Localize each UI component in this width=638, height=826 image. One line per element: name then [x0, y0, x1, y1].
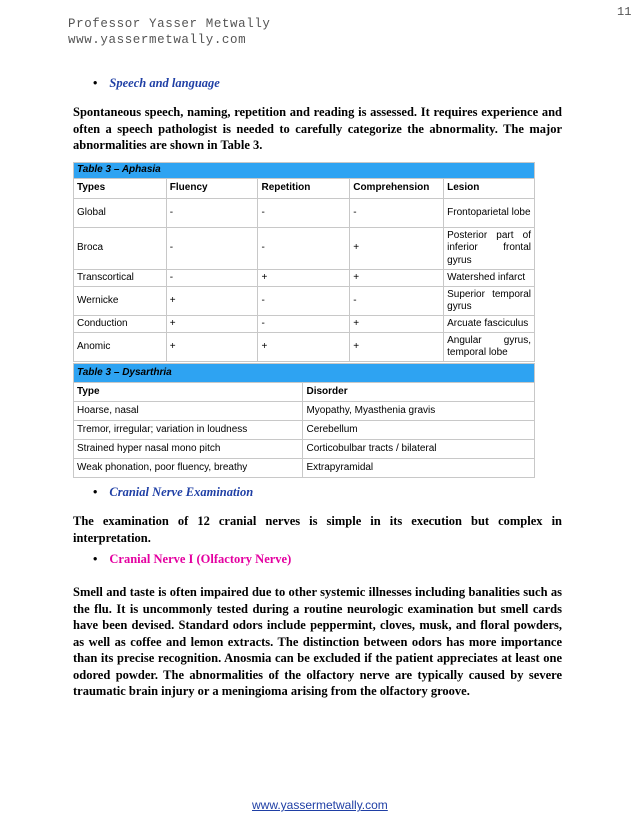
table-cell: Superior temporal gyrus [444, 287, 535, 316]
table-cell: Anomic [74, 333, 167, 362]
table-cell: Weak phonation, poor fluency, breathy [74, 459, 303, 478]
author-website: www.yassermetwally.com [68, 33, 247, 47]
col-header: Fluency [166, 179, 258, 199]
col-header: Disorder [303, 383, 535, 402]
dysarthria-table [73, 363, 535, 478]
table-row [74, 270, 535, 287]
table-cell: + [350, 270, 444, 287]
table-row [74, 333, 535, 362]
col-header: Comprehension [350, 179, 444, 199]
cn1-heading [93, 552, 291, 567]
bullet-icon: • [93, 552, 98, 566]
table-cell: Cerebellum [303, 421, 535, 440]
table-cell: Arcuate fasciculus [444, 316, 535, 333]
aphasia-table [73, 162, 535, 362]
table-cell: - [258, 199, 350, 228]
table-cell: Watershed infarct [444, 270, 535, 287]
table-cell: Broca [74, 228, 167, 270]
table-cell: - [166, 228, 258, 270]
table-row [74, 287, 535, 316]
table-cell: Conduction [74, 316, 167, 333]
table-cell: - [350, 199, 444, 228]
table-row [74, 421, 535, 440]
table-cell: Myopathy, Myasthenia gravis [303, 402, 535, 421]
table-row [74, 440, 535, 459]
cn1-heading-text: Cranial Nerve I (Olfactory Nerve) [109, 552, 292, 566]
col-header: Types [74, 179, 167, 199]
cranial-heading [93, 485, 253, 500]
cranial-heading-text: Cranial Nerve Examination [109, 485, 254, 499]
table-cell: Global [74, 199, 167, 228]
speech-heading [93, 76, 220, 91]
table-cell: Corticobulbar tracts / bilateral [303, 440, 535, 459]
bullet-icon: • [93, 485, 98, 499]
table-cell: Wernicke [74, 287, 167, 316]
table-row [74, 199, 535, 228]
col-header: Lesion [444, 179, 535, 199]
speech-paragraph: Spontaneous speech, naming, repetition and reading is assessed. It requires experience and often a speech pathologist is needed to carefully categorize the abnormality. The major abnormalities are shown in Table 3. [73, 105, 562, 152]
table-cell: Strained hyper nasal mono pitch [74, 440, 303, 459]
table-cell: Angular gyrus, temporal lobe [444, 333, 535, 362]
table-cell: - [166, 270, 258, 287]
table-cell: + [350, 333, 444, 362]
col-header: Repetition [258, 179, 350, 199]
cn1-paragraph: Smell and taste is often impaired due to other systemic illnesses including banalities such as the flu. It is uncommonly tested during a routine neurologic examination but smell cards have been devised. Standard odors include peppermint, cloves, musk, and floral powders, as well as coffee and lemon extracts. The distinction between odors has more importance than its precise recognition. Anosmia can be excluded if the patient appreciates at least one odored powder. The abnormalities of the olfactory nerve are typically caused by severe traumatic brain injury or a meningioma arising from the olfactory groove. [73, 585, 562, 698]
table-cell: + [258, 270, 350, 287]
page-number: 11 [617, 5, 632, 19]
table-cell: + [350, 228, 444, 270]
table-cell: Transcortical [74, 270, 167, 287]
dysarthria-caption: Table 3 – Dysarthria [74, 364, 535, 383]
cranial-paragraph: The examination of 12 cranial nerves is simple in its execution but complex in interpretation. [73, 514, 562, 545]
footer-link[interactable]: www.yassermetwally.com [252, 798, 388, 812]
table-cell: Extrapyramidal [303, 459, 535, 478]
page-header [68, 16, 271, 48]
table-cell: + [166, 287, 258, 316]
table-row [74, 459, 535, 478]
author-name: Professor Yasser Metwally [68, 17, 271, 31]
table-cell: + [166, 333, 258, 362]
table-cell: + [258, 333, 350, 362]
table-cell: + [166, 316, 258, 333]
speech-heading-text: Speech and language [109, 76, 220, 90]
col-header: Type [74, 383, 303, 402]
bullet-icon: • [93, 76, 98, 90]
table-cell: - [258, 228, 350, 270]
table-cell: - [166, 199, 258, 228]
table-cell: + [350, 316, 444, 333]
table-cell: - [258, 287, 350, 316]
table-cell: - [350, 287, 444, 316]
table-cell: Frontoparietal lobe [444, 199, 535, 228]
table-cell: - [258, 316, 350, 333]
table-row [74, 316, 535, 333]
table-cell: Hoarse, nasal [74, 402, 303, 421]
table-row [74, 402, 535, 421]
table-row [74, 228, 535, 270]
table-cell: Tremor, irregular; variation in loudness [74, 421, 303, 440]
aphasia-caption: Table 3 – Aphasia [74, 163, 535, 179]
table-cell: Posterior part of inferior frontal gyrus [444, 228, 535, 270]
